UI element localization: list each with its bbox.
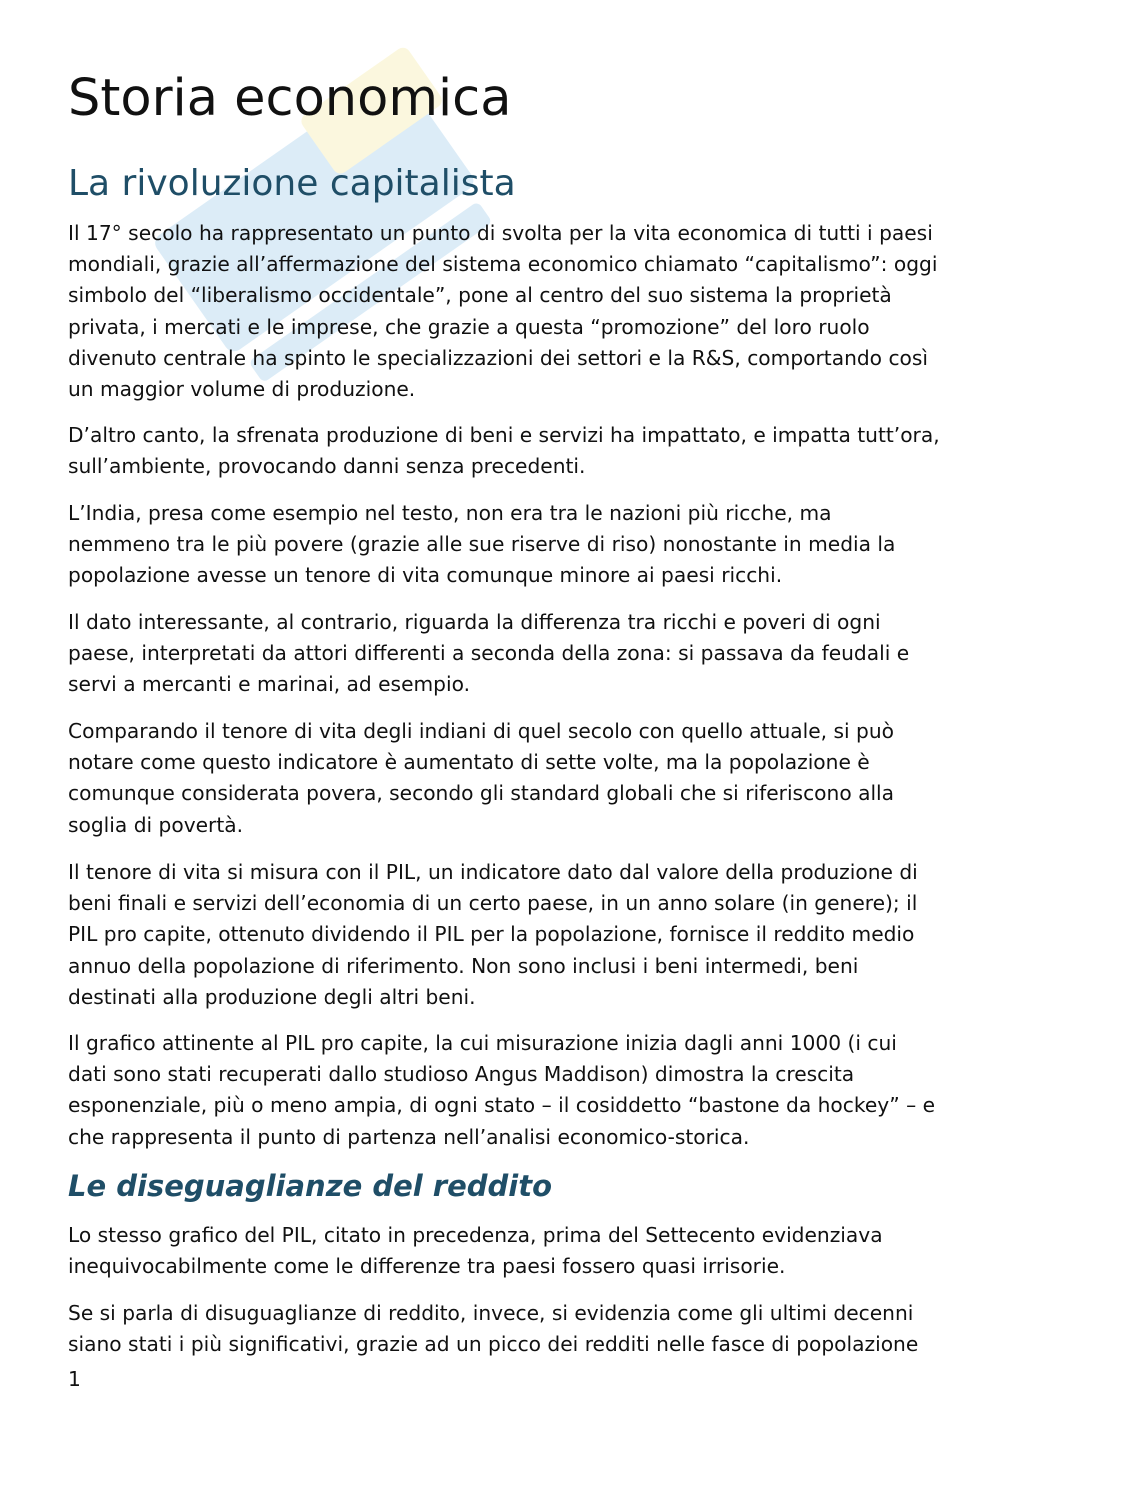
text-line: soglia di povertà. (68, 812, 244, 837)
text-line: privata, i mercati e le imprese, che grazie a questa “promozione” del loro ruolo (68, 314, 870, 339)
paragraph (68, 607, 1088, 701)
text-line: notare come questo indicatore è aumentato di sette volte, ma la popolazione è (68, 750, 870, 775)
paragraph (68, 1298, 1088, 1360)
text-line: PIL pro capite, ottenuto dividendo il PIL per la popolazione, fornisce il reddito medio (68, 922, 915, 947)
document-title: Storia economica (68, 69, 512, 128)
text-line: servi a mercanti e marinai, ad esempio. (68, 672, 470, 697)
paragraph (68, 1220, 1088, 1282)
text-line: Se si parla di disuguaglianze di reddito, invece, si evidenzia come gli ultimi decenni (68, 1301, 914, 1325)
text-line: Comparando il tenore di vita degli indiani di quel secolo con quello attuale, si può (68, 719, 895, 743)
text-line: siano stati i più significativi, grazie ad un picco dei redditi nelle fasce di popolazione (68, 1332, 919, 1357)
subsection-heading: Le diseguaglianze del reddito (68, 1169, 553, 1203)
text-line: paese, interpretati da attori differenti a seconda della zona: si passava da feudali e (68, 641, 910, 666)
text-line: L’India, presa come esempio nel testo, non era tra le nazioni più ricche, ma (68, 501, 832, 525)
text-line: popolazione avesse un tenore di vita comunque minore ai paesi ricchi. (68, 563, 783, 588)
paragraph (68, 1028, 1088, 1153)
text-line: beni finali e servizi dell’economia di un certo paese, in un anno solare (in genere); il (68, 891, 918, 916)
text-line: Il dato interessante, al contrario, riguarda la differenza tra ricchi e poveri di ogni (68, 610, 881, 634)
text-line: comunque considerata povera, secondo gli standard globali che si riferiscono alla (68, 781, 895, 806)
text-line: dati sono stati recuperati dallo studioso Angus Maddison) dimostra la crescita (68, 1062, 855, 1087)
section-heading: La rivoluzione capitalista (68, 163, 516, 204)
text-line: inequivocabilmente come le differenze tra paesi fossero quasi irrisorie. (68, 1254, 786, 1279)
text-line: divenuto centrale ha spinto le specializzazioni dei settori e la R&S, comportando così (68, 345, 929, 370)
text-line: mondiali, grazie all’affermazione del sistema economico chiamato “capitalismo”: oggi (68, 252, 938, 277)
text-line: nemmeno tra le più povere (grazie alle sue riserve di riso) nonostante in media la (68, 532, 896, 557)
text-line: annuo della popolazione di riferimento. Non sono inclusi i beni intermedi, beni (68, 953, 859, 978)
page-number: 1 (68, 1367, 81, 1391)
text-line: esponenziale, più o meno ampia, di ogni stato – il cosiddetto “bastone da hockey” – e (68, 1093, 935, 1118)
text-line: Il tenore di vita si misura con il PIL, un indicatore dato dal valore della produzione di (68, 860, 918, 884)
text-line: destinati alla produzione degli altri beni. (68, 984, 476, 1009)
text-line: Il grafico attinente al PIL pro capite, la cui misurazione inizia dagli anni 1000 (i cui (68, 1031, 897, 1055)
text-line: simbolo del “liberalismo occidentale”, pone al centro del suo sistema la proprietà (68, 283, 892, 308)
paragraph (68, 218, 1088, 405)
text-line: Il 17° secolo ha rappresentato un punto di svolta per la vita economica di tutti i paesi (68, 221, 933, 245)
paragraph (68, 420, 1088, 482)
text-line: che rappresenta il punto di partenza nell’analisi economico-storica. (68, 1124, 750, 1149)
paragraph (68, 857, 1088, 1013)
paragraph (68, 498, 1088, 592)
paragraph (68, 716, 1088, 841)
text-line: D’altro canto, la sfrenata produzione di beni e servizi ha impattato, e impatta tutt’ora, (68, 423, 940, 447)
text-line: Lo stesso grafico del PIL, citato in precedenza, prima del Settecento evidenziava (68, 1223, 883, 1247)
text-line: un maggior volume di produzione. (68, 377, 416, 402)
text-line: sull’ambiente, provocando danni senza precedenti. (68, 454, 586, 479)
